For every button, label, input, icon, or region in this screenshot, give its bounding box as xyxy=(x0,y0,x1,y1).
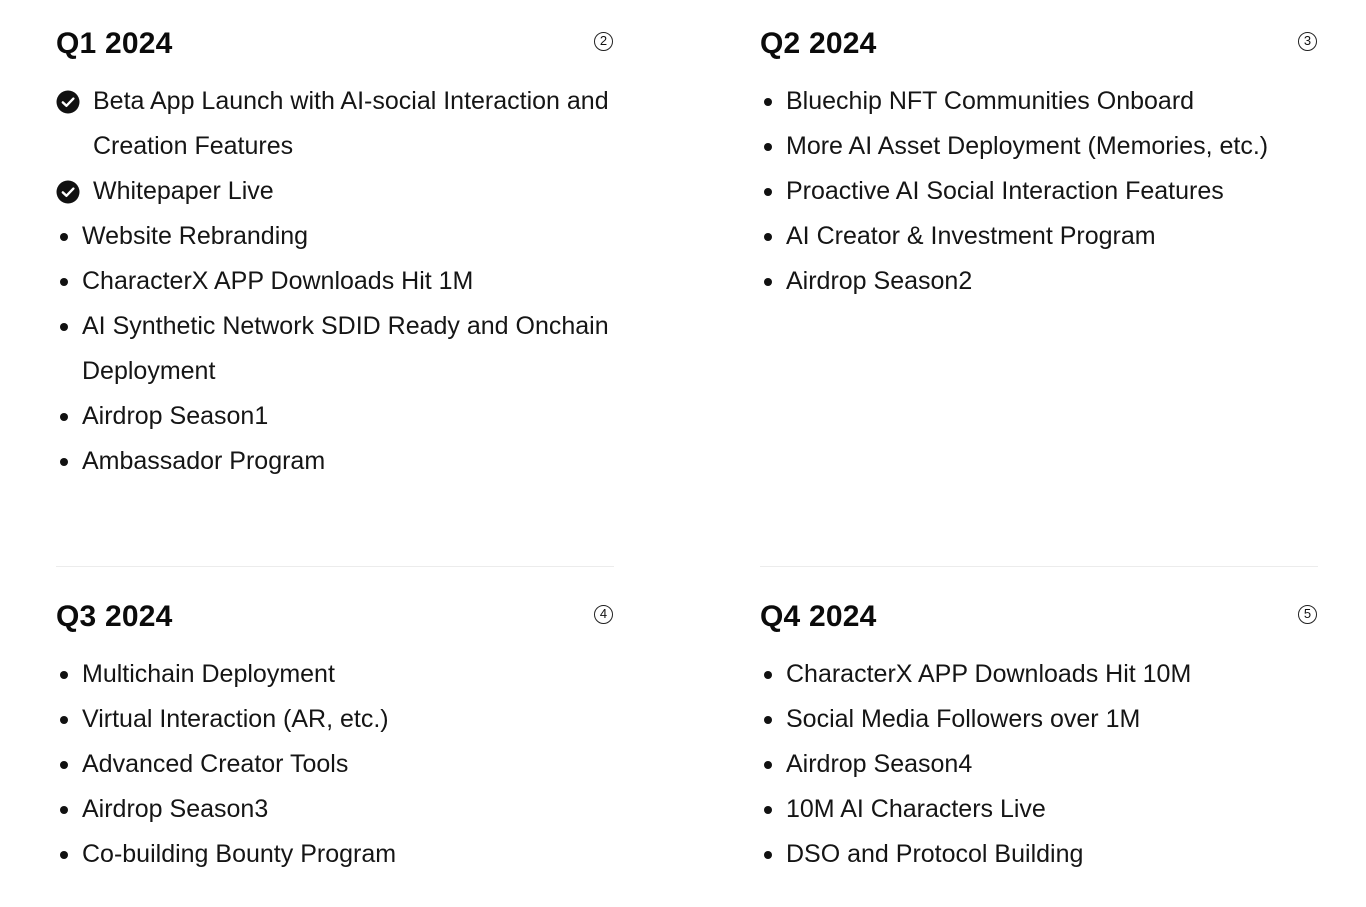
milestone-text: Airdrop Season3 xyxy=(82,795,269,823)
milestone-text: 10M AI Characters Live xyxy=(786,795,1046,823)
milestone-item xyxy=(56,79,614,169)
milestone-text: Advanced Creator Tools xyxy=(82,750,349,778)
milestone-list xyxy=(760,652,1318,877)
milestone-text: Airdrop Season1 xyxy=(82,402,269,430)
bullet-dot-icon xyxy=(760,652,786,697)
milestone-text: Ambassador Program xyxy=(82,447,326,475)
quarter-header xyxy=(56,22,614,66)
milestone-item xyxy=(760,259,1318,304)
milestone-list xyxy=(56,652,614,877)
milestone-item xyxy=(56,394,614,439)
bullet-dot-icon xyxy=(56,787,82,832)
bullet-dot-icon xyxy=(56,697,82,742)
milestone-text: Bluechip NFT Communities Onboard xyxy=(786,87,1195,115)
bullet-dot-icon xyxy=(760,124,786,169)
quarter-q1-2024 xyxy=(56,22,614,484)
quarter-q2-2024 xyxy=(760,22,1318,304)
bullet-dot-icon xyxy=(760,169,786,214)
milestone-text: AI Creator & Investment Program xyxy=(786,222,1156,250)
milestone-text: More AI Asset Deployment (Memories, etc.) xyxy=(786,132,1269,160)
milestone-text: Co-building Bounty Program xyxy=(82,840,397,868)
milestone-item xyxy=(760,124,1318,169)
milestone-item xyxy=(56,832,614,877)
milestone-text: AI Synthetic Network SDID Ready and Onchain Deployment xyxy=(82,312,609,385)
bullet-dot-icon xyxy=(760,697,786,742)
quarter-q3-2024 xyxy=(56,595,614,877)
milestone-text: Multichain Deployment xyxy=(82,660,335,688)
milestone-item xyxy=(760,832,1318,877)
bullet-dot-icon xyxy=(56,259,82,304)
milestone-item xyxy=(56,169,614,214)
bullet-dot-icon xyxy=(760,214,786,259)
quarter-number-badge: 5 xyxy=(1298,605,1317,624)
quarter-title: Q4 2024 xyxy=(760,600,877,633)
milestone-item xyxy=(760,214,1318,259)
bullet-dot-icon xyxy=(56,742,82,787)
bullet-dot-icon xyxy=(56,214,82,259)
quarter-q4-2024 xyxy=(760,595,1318,877)
bullet-dot-icon xyxy=(760,742,786,787)
section-divider xyxy=(760,566,1318,567)
bullet-dot-icon xyxy=(760,79,786,124)
milestone-list xyxy=(760,79,1318,304)
section-divider xyxy=(56,566,614,567)
quarter-title: Q1 2024 xyxy=(56,27,173,60)
milestone-text: CharacterX APP Downloads Hit 1M xyxy=(82,267,474,295)
milestone-item xyxy=(56,214,614,259)
milestone-text: Social Media Followers over 1M xyxy=(786,705,1141,733)
check-circle-icon xyxy=(56,169,93,214)
bullet-dot-icon xyxy=(760,787,786,832)
milestone-item xyxy=(760,742,1318,787)
quarter-number-badge: 2 xyxy=(594,32,613,51)
bullet-dot-icon xyxy=(56,652,82,697)
quarter-number-badge: 4 xyxy=(594,605,613,624)
bullet-dot-icon xyxy=(760,259,786,304)
milestone-item xyxy=(56,652,614,697)
milestone-text: Proactive AI Social Interaction Features xyxy=(786,177,1224,205)
milestone-item xyxy=(56,259,614,304)
milestone-item xyxy=(760,787,1318,832)
quarter-number-badge: 3 xyxy=(1298,32,1317,51)
quarter-title: Q2 2024 xyxy=(760,27,877,60)
check-circle-icon xyxy=(56,79,93,124)
bullet-dot-icon xyxy=(56,439,82,484)
milestone-item xyxy=(760,79,1318,124)
milestone-text: CharacterX APP Downloads Hit 10M xyxy=(786,660,1192,688)
milestone-item xyxy=(56,304,614,394)
milestone-text: Website Rebranding xyxy=(82,222,309,250)
quarter-header xyxy=(760,595,1318,639)
milestone-item xyxy=(56,439,614,484)
milestone-text: Whitepaper Live xyxy=(93,177,274,205)
milestone-item xyxy=(760,652,1318,697)
milestone-text: Airdrop Season4 xyxy=(786,750,973,778)
milestone-text: Airdrop Season2 xyxy=(786,267,973,295)
bullet-dot-icon xyxy=(760,832,786,877)
quarter-header xyxy=(56,595,614,639)
milestone-text: Virtual Interaction (AR, etc.) xyxy=(82,705,389,733)
milestone-text: Beta App Launch with AI-social Interaction and Creation Features xyxy=(93,87,609,160)
bullet-dot-icon xyxy=(56,394,82,439)
quarter-title: Q3 2024 xyxy=(56,600,173,633)
milestone-item xyxy=(56,742,614,787)
milestone-item xyxy=(56,697,614,742)
quarter-header xyxy=(760,22,1318,66)
milestone-item xyxy=(760,169,1318,214)
milestone-item xyxy=(760,697,1318,742)
milestone-item xyxy=(56,787,614,832)
milestone-list xyxy=(56,79,614,484)
bullet-dot-icon xyxy=(56,832,82,877)
bullet-dot-icon xyxy=(56,304,82,349)
milestone-text: DSO and Protocol Building xyxy=(786,840,1084,868)
